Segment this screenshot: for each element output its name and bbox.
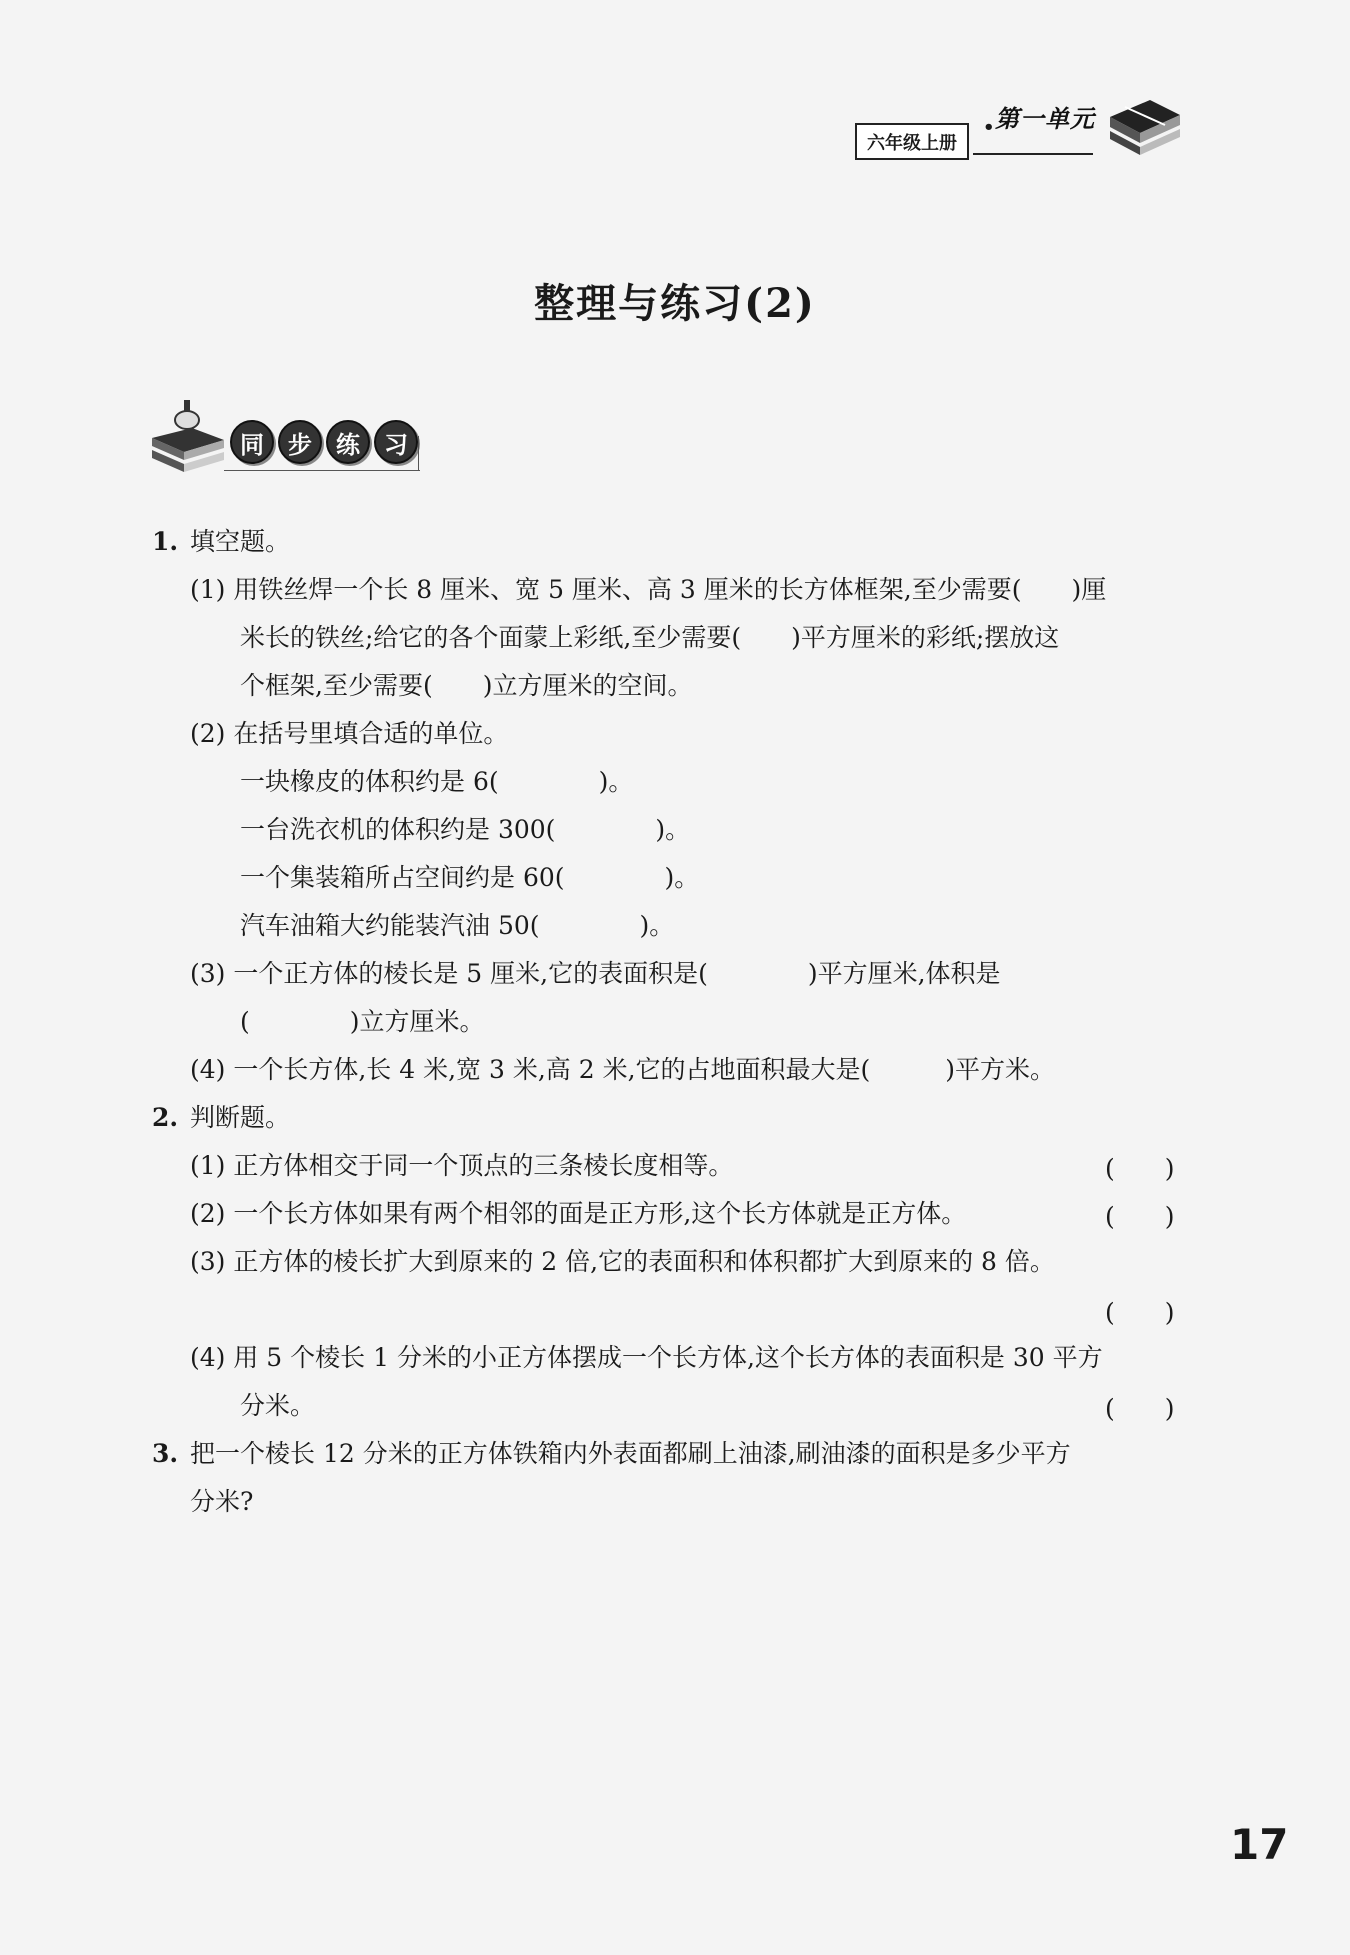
q1-part1-line3: 个框架,至少需要( )立方厘米的空间。 — [240, 671, 693, 700]
question-1-label: 填空题。 — [190, 527, 291, 556]
unit-header: 六年级上册 • 第一单元 — [855, 95, 1185, 175]
q2-part2: (2) 一个长方体如果有两个相邻的面是正方形,这个长方体就是正方体。 — [190, 1199, 967, 1228]
section-char-3: 练 — [326, 420, 370, 464]
q2-part4-answer[interactable]: ( ) — [1105, 1394, 1175, 1423]
q1-part2-b: 一台洗衣机的体积约是 300( )。 — [240, 815, 691, 844]
books-icon — [1105, 95, 1185, 165]
q1-part3-line1: (3) 一个正方体的棱长是 5 厘米,它的表面积是( )平方厘米,体积是 — [190, 959, 1001, 988]
section-char-1: 同 — [230, 420, 274, 464]
question-2-number: 2. — [152, 1103, 179, 1132]
q2-part3-answer[interactable]: ( ) — [1105, 1298, 1175, 1327]
q1-part1-line1: (1) 用铁丝焊一个长 8 厘米、宽 5 厘米、高 3 厘米的长方体框架,至少需要( )厘 — [190, 575, 1107, 604]
q2-part3: (3) 正方体的棱长扩大到原来的 2 倍,它的表面积和体积都扩大到原来的 8 倍。 — [190, 1247, 1055, 1276]
q2-part2-answer[interactable]: ( ) — [1105, 1202, 1175, 1231]
q1-part4-line1: (4) 一个长方体,长 4 米,宽 3 米,高 2 米,它的占地面积最大是( )平方米。 — [190, 1055, 1056, 1084]
q2-part1-answer[interactable]: ( ) — [1105, 1154, 1175, 1183]
unit-label: 第一单元 — [995, 105, 1095, 133]
page-title: 整理与练习(2) — [534, 280, 816, 327]
question-2-label: 判断题。 — [190, 1103, 291, 1132]
q1-part2-d: 汽车油箱大约能装汽油 50( )。 — [240, 911, 675, 940]
section-char-4: 习 — [374, 420, 418, 464]
q2-part1: (1) 正方体相交于同一个顶点的三条棱长度相等。 — [190, 1151, 734, 1180]
grade-label: 六年级上册 — [855, 123, 969, 160]
section-char-2: 步 — [278, 420, 322, 464]
question-3-line2: 分米? — [190, 1487, 254, 1516]
q1-part3-line2: ( )立方厘米。 — [240, 1007, 485, 1036]
q1-part2-c: 一个集装箱所占空间约是 60( )。 — [240, 863, 700, 892]
q2-part4-line1: (4) 用 5 个棱长 1 分米的小正方体摆成一个长方体,这个长方体的表面积是 30 平方 — [190, 1343, 1103, 1372]
section-badge — [148, 398, 428, 478]
question-1-number: 1. — [152, 527, 179, 556]
lamp-books-icon — [148, 398, 228, 478]
q2-part4-line2: 分米。 — [240, 1391, 316, 1420]
page-number: 17 — [1230, 1820, 1289, 1869]
q1-part2-a: 一块橡皮的体积约是 6( )。 — [240, 767, 634, 796]
q1-part1-line2: 米长的铁丝;给它的各个面蒙上彩纸,至少需要( )平方厘米的彩纸;摆放这 — [240, 623, 1060, 652]
question-3-line1: 把一个棱长 12 分米的正方体铁箱内外表面都刷上油漆,刷油漆的面积是多少平方 — [190, 1439, 1071, 1468]
question-3-number: 3. — [152, 1439, 179, 1468]
q1-part2-line1: (2) 在括号里填合适的单位。 — [190, 719, 509, 748]
